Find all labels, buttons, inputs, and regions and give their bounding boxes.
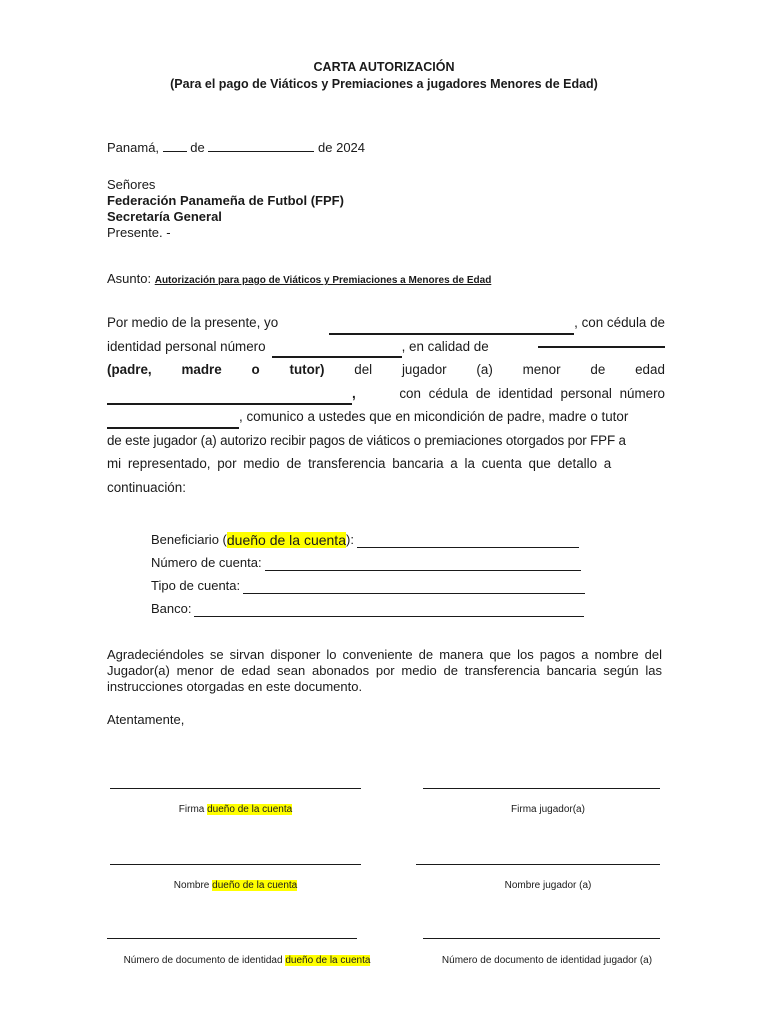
body-text: , comunico a ustedes que en micondición de padre, madre o tutor <box>239 409 629 424</box>
body-line-3 <box>107 358 665 382</box>
body-line-8: continuación: <box>107 479 186 495</box>
field-label: Tipo de cuenta: <box>151 578 241 593</box>
owner-signature-caption <box>110 803 361 816</box>
body-line-5 <box>107 405 665 429</box>
body-line-7: mi representado, por medio de transferencia bancaria a la cuenta que detallo a <box>107 456 612 471</box>
body-text: , con cédula de <box>574 315 665 330</box>
highlight-owner: dueño de la cuenta <box>285 955 371 966</box>
banco-input[interactable] <box>194 606 584 617</box>
presente-line: Presente. - <box>107 225 171 240</box>
owner-name-line[interactable] <box>110 864 361 865</box>
body-text: de <box>590 362 606 377</box>
player-doc-caption: Número de documento de identidad jugador (a) <box>441 955 653 966</box>
recipient-dept: Secretaría General <box>107 209 222 224</box>
player-name-caption: Nombre jugador (a) <box>504 880 592 891</box>
field-numero-cuenta <box>151 555 581 571</box>
beneficiario-input[interactable] <box>357 537 579 548</box>
player-doc-line[interactable] <box>423 938 660 939</box>
date-place: Panamá, <box>107 140 160 155</box>
parent-name-blank[interactable] <box>329 322 574 335</box>
body-text: edad <box>635 362 665 377</box>
field-banco <box>151 601 584 617</box>
owner-name-caption <box>110 879 361 892</box>
highlight-owner: dueño de la cuenta <box>226 532 346 548</box>
body-text: o <box>251 362 260 377</box>
caption-text: Nombre <box>173 880 210 891</box>
body-text: menor <box>522 362 561 377</box>
signoff: Atentamente, <box>107 712 185 727</box>
body-text: Por medio de la presente, yo <box>107 315 279 330</box>
caption-text: Número de documento de identidad <box>123 955 283 966</box>
field-label: Beneficiario ( <box>151 532 227 547</box>
subject-text: Autorización para pago de Viáticos y Premiaciones a Menores de Edad <box>154 275 492 286</box>
player-signature-caption: Firma jugador(a) <box>511 804 585 815</box>
greeting: Señores <box>107 177 156 192</box>
body-text: (a) <box>476 362 493 377</box>
letter-title: CARTA AUTORIZACIÓN <box>313 60 455 74</box>
day-blank[interactable] <box>163 140 187 152</box>
highlight-owner: dueño de la cuenta <box>212 880 298 891</box>
date-de1: de <box>190 140 205 155</box>
subject-line <box>107 271 491 289</box>
body-text: del <box>354 362 373 377</box>
player-name-line[interactable] <box>416 864 660 865</box>
body-line-2 <box>107 335 665 359</box>
body-line-4 <box>107 382 665 406</box>
closing-paragraph: Agradeciéndoles se sirvan disponer lo conveniente de manera que los pagos a nombre del Jugador(a) menor de edad sean abonados por medio de transferencia bancaria según las instrucciones otorgadas en este documento. <box>107 647 662 694</box>
recipient-org: Federación Panameña de Futbol (FPF) <box>107 193 344 208</box>
tipo-cuenta-input[interactable] <box>243 583 585 594</box>
field-label: Número de cuenta: <box>151 555 262 570</box>
body-text: (padre, <box>107 362 152 377</box>
date-line <box>107 140 365 156</box>
highlight-owner: dueño de la cuenta <box>207 804 293 815</box>
owner-doc-line[interactable] <box>107 938 357 939</box>
body-text: , en calidad de <box>401 338 489 354</box>
field-tipo-cuenta <box>151 578 585 594</box>
field-label: ): <box>345 532 354 547</box>
body-text: identidad personal número <box>107 338 266 354</box>
body-paragraph <box>107 311 665 499</box>
body-text: tutor) <box>289 362 325 377</box>
minor-id-blank[interactable] <box>107 416 239 429</box>
parent-id-blank[interactable] <box>272 345 402 358</box>
letter-subtitle: (Para el pago de Viáticos y Premiaciones a jugadores Menores de Edad) <box>170 77 598 91</box>
caption-text: Firma <box>178 804 205 815</box>
body-text: , <box>352 385 356 401</box>
date-de2: de 2024 <box>318 140 366 155</box>
relationship-blank[interactable] <box>538 335 665 348</box>
owner-doc-caption <box>92 954 402 967</box>
body-text: jugador <box>401 362 447 377</box>
field-label: Banco: <box>151 601 192 616</box>
owner-signature-line[interactable] <box>110 788 361 789</box>
subject-label: Asunto: <box>107 271 152 286</box>
body-line-1 <box>107 311 665 335</box>
numero-cuenta-input[interactable] <box>265 560 581 571</box>
field-beneficiario <box>151 532 579 548</box>
player-signature-line[interactable] <box>423 788 660 789</box>
body-text: con cédula de identidad personal número <box>399 385 665 401</box>
body-text: madre <box>181 362 222 377</box>
body-line-6: de este jugador (a) autorizo recibir pagos de viáticos o premiaciones otorgados por FPF a <box>107 432 626 448</box>
minor-name-blank[interactable] <box>107 392 352 405</box>
month-blank[interactable] <box>208 140 314 152</box>
